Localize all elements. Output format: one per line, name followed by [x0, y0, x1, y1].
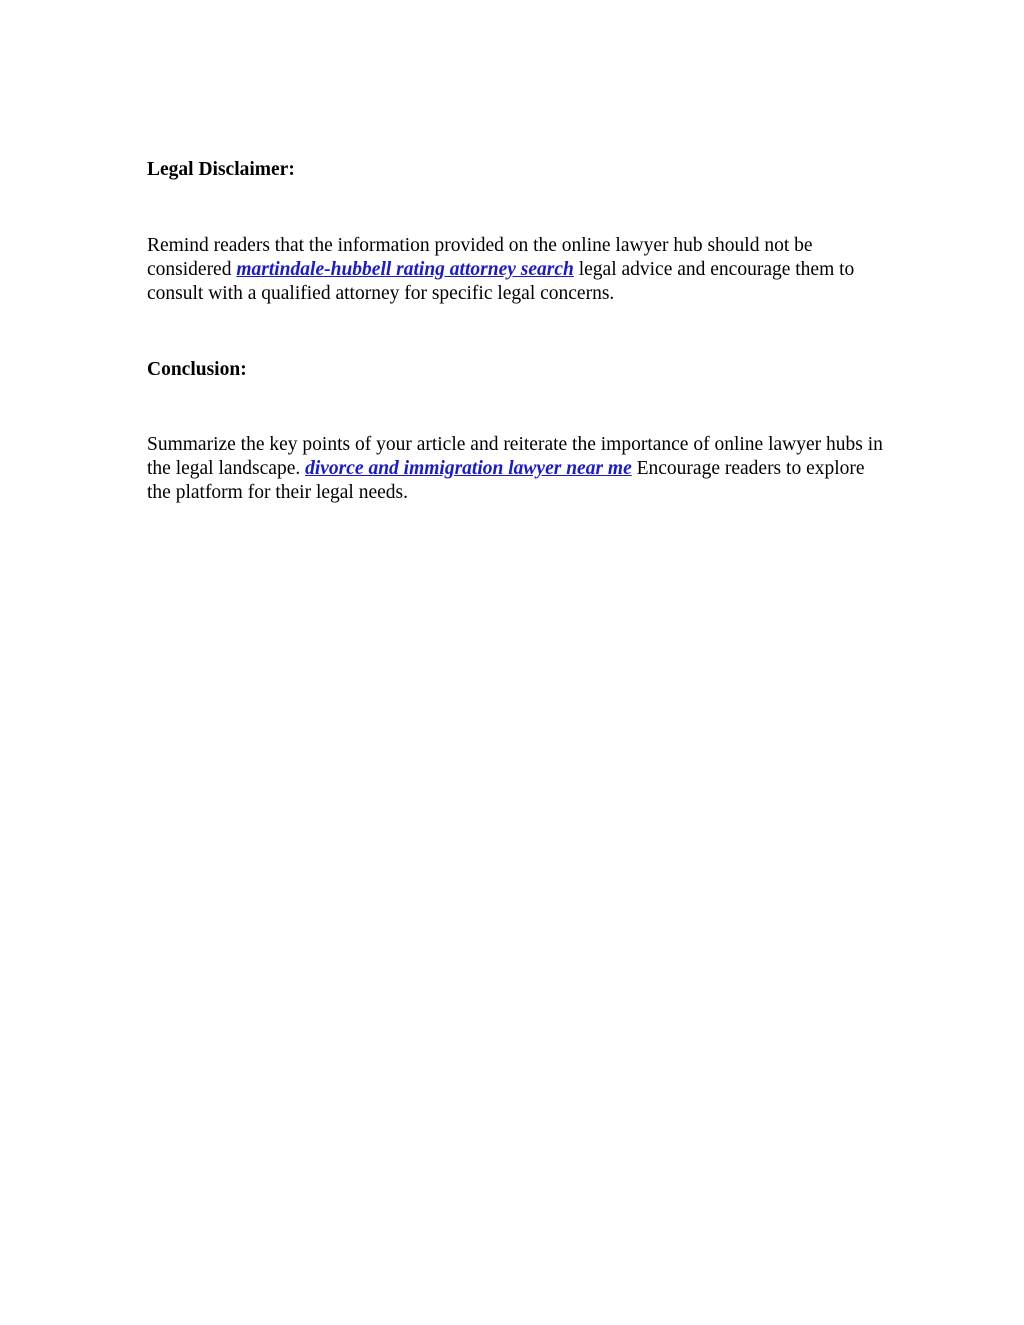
link-divorce-immigration-lawyer[interactable]: divorce and immigration lawyer near me: [305, 458, 632, 479]
paragraph-text: Summarize the key points of your article and reiterate the importance of online lawyer hubs in the legal landscape.: [147, 434, 883, 479]
section-heading-legal-disclaimer: Legal Disclaimer:: [147, 159, 295, 180]
paragraph-text: legal advice and encourage them to consult with a qualified attorney for specific legal concerns.: [147, 259, 855, 304]
paragraph-text: Encourage readers to explore the platform for their legal needs.: [147, 458, 865, 503]
paragraph-legal-disclaimer: [147, 234, 887, 306]
paragraph-conclusion: [147, 433, 887, 505]
link-martindale-hubbell-search[interactable]: martindale-hubbell rating attorney search: [236, 259, 574, 280]
document-body: [147, 158, 887, 505]
paragraph-text: Remind readers that the information provided on the online lawyer hub should not be considered: [147, 235, 813, 280]
section-heading-conclusion: Conclusion:: [147, 359, 247, 380]
